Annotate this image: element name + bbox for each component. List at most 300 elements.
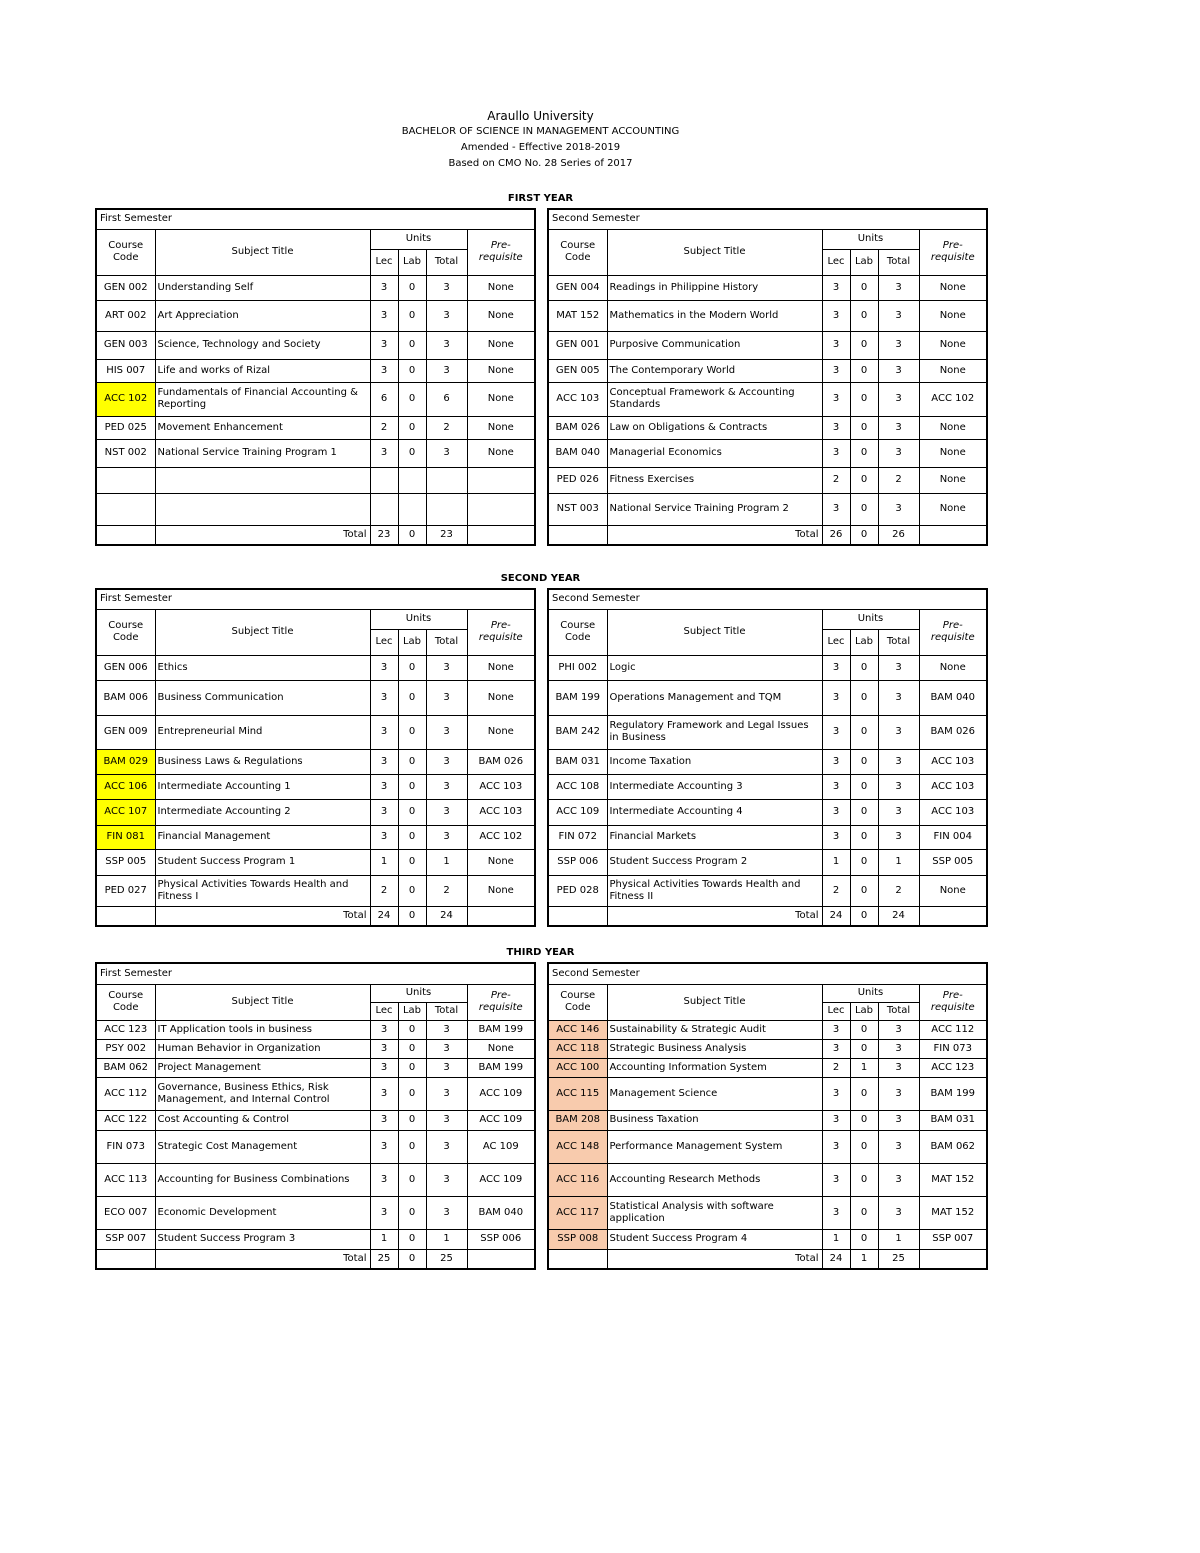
subject-title: Student Success Program 3 <box>155 1229 370 1249</box>
units-header: Units <box>370 609 467 629</box>
total-units: 3 <box>878 1077 919 1110</box>
total-label: Total <box>155 525 370 545</box>
course-row <box>548 1077 987 1110</box>
subject-title: Strategic Business Analysis <box>607 1039 822 1058</box>
course-code: ACC 112 <box>96 1077 155 1110</box>
lec-units: 2 <box>822 467 850 493</box>
semester-name: Second Semester <box>548 963 987 984</box>
lec-units: 3 <box>822 749 850 774</box>
requisite-label: requisite <box>478 632 523 643</box>
units-header: Units <box>822 609 919 629</box>
subject-title: Ethics <box>155 655 370 680</box>
subject-title: Sustainability & Strategic Audit <box>607 1020 822 1039</box>
code-label: Code <box>564 252 591 263</box>
subject-title: Accounting Information System <box>607 1058 822 1077</box>
subject-title: Physical Activities Towards Health and Fitness II <box>607 875 822 906</box>
course-code: ACC 103 <box>548 382 607 416</box>
lec-units: 3 <box>370 749 398 774</box>
total-prereq-blank <box>919 525 987 545</box>
lec-units: 1 <box>370 1229 398 1249</box>
first-semester-table <box>95 208 536 546</box>
lab-units: 0 <box>850 825 878 849</box>
total-units: 3 <box>426 1196 467 1229</box>
prerequisite-header <box>467 984 535 1020</box>
lab-units: 0 <box>850 416 878 439</box>
prerequisite: None <box>467 715 535 749</box>
lab-units: 0 <box>850 359 878 382</box>
lab-units: 1 <box>850 1058 878 1077</box>
lec-units: 3 <box>822 680 850 715</box>
semester-name: Second Semester <box>548 589 987 609</box>
course-row <box>96 1077 535 1110</box>
total-units-sum: 23 <box>426 525 467 545</box>
course-row <box>548 493 987 525</box>
lec-units: 3 <box>822 799 850 825</box>
course-row <box>548 359 987 382</box>
total-units: 3 <box>426 275 467 300</box>
total-units: 3 <box>878 749 919 774</box>
semester-name-row <box>548 963 987 984</box>
header-row <box>548 229 987 249</box>
total-row <box>96 906 535 926</box>
total-units: 3 <box>426 1058 467 1077</box>
course-row <box>96 825 535 849</box>
lec-units: 1 <box>822 849 850 875</box>
prerequisite: ACC 102 <box>467 825 535 849</box>
total-units: 3 <box>878 1039 919 1058</box>
pre-label: Pre- <box>942 990 963 1001</box>
course-code: BAM 040 <box>548 439 607 467</box>
course-code: FIN 072 <box>548 825 607 849</box>
code-label: Code <box>564 1002 591 1013</box>
course-row <box>96 416 535 439</box>
total-label: Total <box>155 1249 370 1269</box>
lab-units: 0 <box>850 1130 878 1163</box>
total-blank <box>96 1249 155 1269</box>
lab-units: 0 <box>850 749 878 774</box>
prerequisite: BAM 040 <box>467 1196 535 1229</box>
subject-title: Student Success Program 4 <box>607 1229 822 1249</box>
lab-units: 0 <box>850 493 878 525</box>
subject-title-header: Subject Title <box>155 984 370 1020</box>
total-prereq-blank <box>467 906 535 926</box>
lec-units: 3 <box>370 1077 398 1110</box>
course-code: ACC 116 <box>548 1163 607 1196</box>
course-code: ACC 118 <box>548 1039 607 1058</box>
prerequisite: ACC 123 <box>919 1058 987 1077</box>
prerequisite: None <box>919 416 987 439</box>
lec-units: 3 <box>822 1130 850 1163</box>
course-row <box>96 275 535 300</box>
prerequisite: ACC 112 <box>919 1020 987 1039</box>
lec-units: 3 <box>822 416 850 439</box>
total-units-sum: 24 <box>878 906 919 926</box>
prerequisite: ACC 109 <box>467 1077 535 1110</box>
course-code: BAM 242 <box>548 715 607 749</box>
subject-title-header: Subject Title <box>607 984 822 1020</box>
total-row <box>548 906 987 926</box>
code-label: Code <box>564 632 591 643</box>
pre-label: Pre- <box>490 620 511 631</box>
total-lec: 26 <box>822 525 850 545</box>
total-row <box>96 1249 535 1269</box>
course-code: BAM 026 <box>548 416 607 439</box>
total-label: Total <box>607 1249 822 1269</box>
lab-units: 0 <box>398 849 426 875</box>
course-row <box>548 1229 987 1249</box>
lab-units: 0 <box>398 275 426 300</box>
course-row <box>96 680 535 715</box>
course-label: Course <box>108 240 144 251</box>
prerequisite: ACC 109 <box>467 1163 535 1196</box>
subject-title: Logic <box>607 655 822 680</box>
course-code: NST 002 <box>96 439 155 467</box>
course-code: BAM 029 <box>96 749 155 774</box>
total-units: 3 <box>878 300 919 331</box>
course-row <box>96 1039 535 1058</box>
semester-name-row <box>96 589 535 609</box>
total-header: Total <box>878 1002 919 1020</box>
prerequisite: None <box>467 1039 535 1058</box>
course-code: ACC 102 <box>96 382 155 416</box>
course-code: BAM 031 <box>548 749 607 774</box>
lab-units: 0 <box>850 331 878 359</box>
subject-title: Student Success Program 1 <box>155 849 370 875</box>
lec-units: 3 <box>370 1110 398 1130</box>
subject-title: Income Taxation <box>607 749 822 774</box>
lec-units: 3 <box>370 1020 398 1039</box>
semester-name-row <box>548 589 987 609</box>
prerequisite: BAM 040 <box>919 680 987 715</box>
total-units: 3 <box>878 655 919 680</box>
lab-units: 0 <box>850 680 878 715</box>
lab-units: 0 <box>850 1229 878 1249</box>
lec-units: 3 <box>822 439 850 467</box>
subject-title-header: Subject Title <box>155 609 370 655</box>
lec-units: 3 <box>822 359 850 382</box>
subject-title: Strategic Cost Management <box>155 1130 370 1163</box>
lec-units: 3 <box>370 275 398 300</box>
lab-header: Lab <box>850 1002 878 1020</box>
lec-header: Lec <box>822 1002 850 1020</box>
subject-title: Management Science <box>607 1077 822 1110</box>
pre-label: Pre- <box>942 620 963 631</box>
subject-title: Cost Accounting & Control <box>155 1110 370 1130</box>
prerequisite: None <box>919 467 987 493</box>
lab-units: 0 <box>398 1039 426 1058</box>
total-units: 3 <box>878 715 919 749</box>
lec-units: 3 <box>822 382 850 416</box>
lab-units: 0 <box>850 1020 878 1039</box>
course-code: SSP 008 <box>548 1229 607 1249</box>
course-row <box>96 715 535 749</box>
course-code: ECO 007 <box>96 1196 155 1229</box>
prerequisite: FIN 073 <box>919 1039 987 1058</box>
total-units-sum: 25 <box>878 1249 919 1269</box>
course-row <box>548 680 987 715</box>
course-label: Course <box>560 990 596 1001</box>
prerequisite: ACC 103 <box>919 749 987 774</box>
subject-title: National Service Training Program 2 <box>607 493 822 525</box>
subject-title: Financial Management <box>155 825 370 849</box>
course-row <box>96 1058 535 1077</box>
course-code: ACC 108 <box>548 774 607 799</box>
total-units: 2 <box>426 875 467 906</box>
subject-title: The Contemporary World <box>607 359 822 382</box>
course-row <box>548 1020 987 1039</box>
total-units: 3 <box>426 1039 467 1058</box>
total-header: Total <box>878 629 919 655</box>
course-row <box>96 331 535 359</box>
lab-units: 0 <box>398 655 426 680</box>
semester-name-row <box>96 963 535 984</box>
lab-units: 0 <box>398 1058 426 1077</box>
course-row <box>96 799 535 825</box>
lec-units: 3 <box>822 1196 850 1229</box>
lab-units: 0 <box>850 300 878 331</box>
units-header: Units <box>370 229 467 249</box>
total-units: 2 <box>878 467 919 493</box>
lec-units: 3 <box>822 1110 850 1130</box>
lec-units: 3 <box>822 1039 850 1058</box>
subject-title: Movement Enhancement <box>155 416 370 439</box>
subject-title: Entrepreneurial Mind <box>155 715 370 749</box>
subject-title: Human Behavior in Organization <box>155 1039 370 1058</box>
subject-title: Regulatory Framework and Legal Issues in Business <box>607 715 822 749</box>
prerequisite-header <box>467 229 535 275</box>
prerequisite: None <box>919 875 987 906</box>
course-code-header <box>96 984 155 1020</box>
lab-units: 0 <box>398 875 426 906</box>
prerequisite: None <box>467 300 535 331</box>
lab-header: Lab <box>850 249 878 275</box>
subject-title: Accounting for Business Combinations <box>155 1163 370 1196</box>
semester-name: First Semester <box>96 963 535 984</box>
total-lec: 25 <box>370 1249 398 1269</box>
requisite-label: requisite <box>478 252 523 263</box>
lab-units: 0 <box>398 1229 426 1249</box>
course-row <box>548 875 987 906</box>
course-code: ACC 115 <box>548 1077 607 1110</box>
subject-title: IT Application tools in business <box>155 1020 370 1039</box>
total-lec: 24 <box>370 906 398 926</box>
total-units: 1 <box>878 1229 919 1249</box>
document-header <box>0 108 1081 172</box>
course-code: PED 028 <box>548 875 607 906</box>
lec-units: 3 <box>370 774 398 799</box>
semester-name: First Semester <box>96 589 535 609</box>
requisite-label: requisite <box>930 632 975 643</box>
prerequisite-header <box>919 984 987 1020</box>
prerequisite: None <box>919 275 987 300</box>
requisite-label: requisite <box>930 1002 975 1013</box>
total-label: Total <box>155 906 370 926</box>
course-label: Course <box>560 620 596 631</box>
prerequisite: ACC 103 <box>467 774 535 799</box>
total-units: 3 <box>878 799 919 825</box>
lab-units: 0 <box>850 1077 878 1110</box>
total-units: 1 <box>426 1229 467 1249</box>
lab-units: 0 <box>398 1196 426 1229</box>
lab-units: 0 <box>398 300 426 331</box>
prerequisite: ACC 103 <box>467 799 535 825</box>
lec-units: 2 <box>370 875 398 906</box>
total-units: 3 <box>878 825 919 849</box>
total-units-sum: 24 <box>426 906 467 926</box>
total-lab: 0 <box>398 525 426 545</box>
total-units: 3 <box>878 1058 919 1077</box>
subject-title: Student Success Program 2 <box>607 849 822 875</box>
program-title: BACHELOR OF SCIENCE IN MANAGEMENT ACCOUNTING <box>401 126 680 137</box>
course-row <box>548 275 987 300</box>
subject-title: Life and works of Rizal <box>155 359 370 382</box>
first-semester-table <box>95 962 536 1270</box>
lec-units: 2 <box>370 416 398 439</box>
total-units: 3 <box>426 749 467 774</box>
course-row <box>548 1196 987 1229</box>
course-row <box>548 1039 987 1058</box>
total-units <box>426 493 467 525</box>
prerequisite: BAM 026 <box>919 715 987 749</box>
course-label: Course <box>108 620 144 631</box>
lec-units: 2 <box>822 875 850 906</box>
course-row <box>96 774 535 799</box>
semester-name-row <box>96 209 535 229</box>
first-semester-table <box>95 588 536 927</box>
course-code: ACC 100 <box>548 1058 607 1077</box>
lec-units <box>370 467 398 493</box>
second-semester-table <box>547 208 988 546</box>
total-row <box>548 525 987 545</box>
lec-units: 3 <box>370 1039 398 1058</box>
prerequisite: None <box>467 382 535 416</box>
total-header: Total <box>426 249 467 275</box>
subject-title-header: Subject Title <box>607 609 822 655</box>
total-prereq-blank <box>919 1249 987 1269</box>
course-row <box>548 799 987 825</box>
year-title: THIRD YEAR <box>506 947 575 958</box>
subject-title: Business Taxation <box>607 1110 822 1130</box>
course-row <box>96 749 535 774</box>
total-lab: 0 <box>398 1249 426 1269</box>
total-units: 3 <box>426 1163 467 1196</box>
subject-title: Law on Obligations & Contracts <box>607 416 822 439</box>
course-row <box>96 849 535 875</box>
prerequisite-header <box>467 609 535 655</box>
lab-units: 0 <box>398 680 426 715</box>
total-units: 3 <box>878 1130 919 1163</box>
total-lab: 0 <box>398 906 426 926</box>
course-code: SSP 005 <box>96 849 155 875</box>
pre-label: Pre- <box>942 240 963 251</box>
total-units: 3 <box>426 774 467 799</box>
subject-title-header: Subject Title <box>607 229 822 275</box>
course-code: PED 026 <box>548 467 607 493</box>
lec-units: 3 <box>370 1163 398 1196</box>
subject-title: Business Communication <box>155 680 370 715</box>
lab-units: 0 <box>398 1020 426 1039</box>
prerequisite: None <box>919 439 987 467</box>
total-lab: 0 <box>850 906 878 926</box>
subject-title <box>155 493 370 525</box>
total-units <box>426 467 467 493</box>
course-row <box>96 1110 535 1130</box>
prerequisite-header <box>919 609 987 655</box>
subject-title: Science, Technology and Society <box>155 331 370 359</box>
lab-units: 0 <box>850 799 878 825</box>
course-row <box>548 300 987 331</box>
total-units: 1 <box>426 849 467 875</box>
lab-units: 0 <box>398 416 426 439</box>
total-label: Total <box>607 906 822 926</box>
total-units: 3 <box>426 1020 467 1039</box>
prerequisite: None <box>919 655 987 680</box>
subject-title: National Service Training Program 1 <box>155 439 370 467</box>
total-lab: 1 <box>850 1249 878 1269</box>
lab-units: 0 <box>850 875 878 906</box>
prerequisite: BAM 062 <box>919 1130 987 1163</box>
subject-title: Project Management <box>155 1058 370 1077</box>
lec-units: 3 <box>370 680 398 715</box>
lab-units <box>398 467 426 493</box>
prerequisite: None <box>919 359 987 382</box>
prerequisite: BAM 031 <box>919 1110 987 1130</box>
code-label: Code <box>112 252 139 263</box>
course-row <box>548 715 987 749</box>
subject-title: Art Appreciation <box>155 300 370 331</box>
course-row <box>96 1229 535 1249</box>
course-code: SSP 007 <box>96 1229 155 1249</box>
prerequisite: None <box>467 849 535 875</box>
course-row <box>96 1020 535 1039</box>
lec-units: 3 <box>822 774 850 799</box>
total-units: 3 <box>426 1110 467 1130</box>
course-row <box>96 655 535 680</box>
course-row <box>548 825 987 849</box>
course-code: GEN 002 <box>96 275 155 300</box>
prerequisite: AC 109 <box>467 1130 535 1163</box>
total-units: 2 <box>878 875 919 906</box>
prerequisite: SSP 005 <box>919 849 987 875</box>
subject-title: Intermediate Accounting 4 <box>607 799 822 825</box>
total-blank <box>548 906 607 926</box>
lec-units: 3 <box>370 439 398 467</box>
subject-title-header: Subject Title <box>155 229 370 275</box>
total-units: 3 <box>426 1130 467 1163</box>
total-units: 3 <box>426 300 467 331</box>
requisite-label: requisite <box>478 1002 523 1013</box>
subject-title: Statistical Analysis with software application <box>607 1196 822 1229</box>
course-row <box>548 1130 987 1163</box>
course-row <box>548 467 987 493</box>
lab-units: 0 <box>850 467 878 493</box>
prerequisite: ACC 103 <box>919 774 987 799</box>
subject-title: Operations Management and TQM <box>607 680 822 715</box>
total-units: 3 <box>878 275 919 300</box>
total-units: 3 <box>878 359 919 382</box>
course-code: MAT 152 <box>548 300 607 331</box>
lab-units: 0 <box>398 825 426 849</box>
lab-units: 0 <box>850 1110 878 1130</box>
prerequisite: SSP 006 <box>467 1229 535 1249</box>
lab-units: 0 <box>850 439 878 467</box>
course-code: ACC 146 <box>548 1020 607 1039</box>
subject-title: Managerial Economics <box>607 439 822 467</box>
lec-units: 3 <box>822 825 850 849</box>
lab-units: 0 <box>850 849 878 875</box>
subject-title: Purposive Communication <box>607 331 822 359</box>
year-title: FIRST YEAR <box>507 193 574 204</box>
